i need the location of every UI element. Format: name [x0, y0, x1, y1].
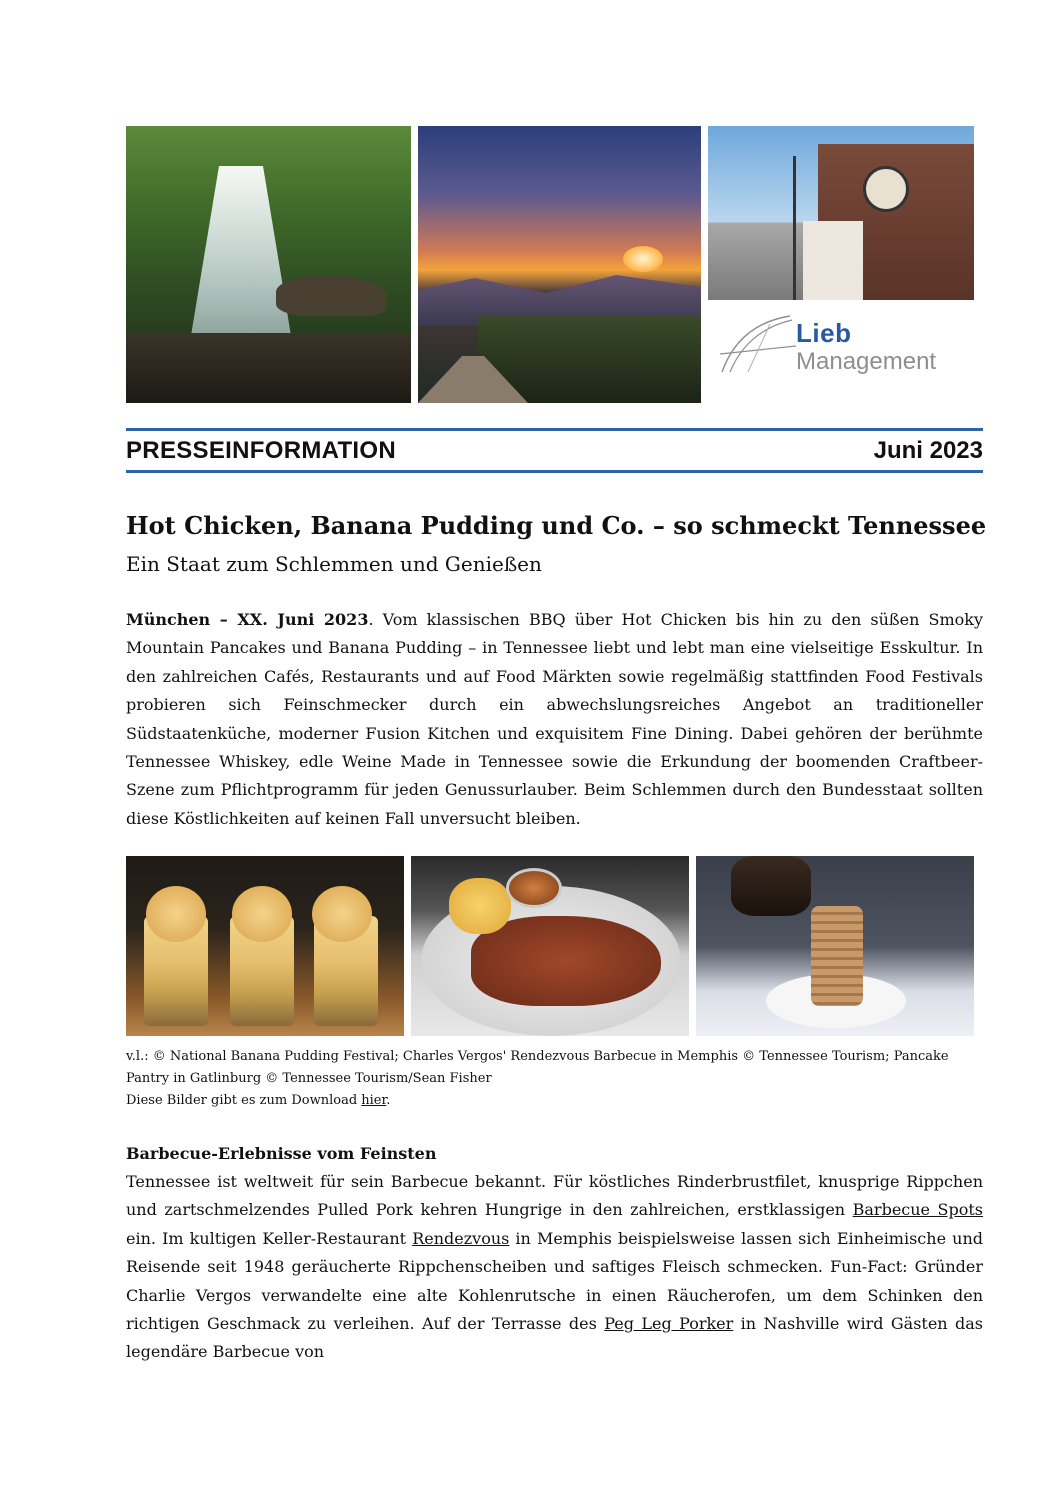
logo-text-lieb: Lieb: [796, 318, 852, 348]
issue-date: Juni 2023: [873, 437, 983, 464]
waterfall-photo: [126, 126, 411, 403]
photo-credits: v.l.: © National Banana Pudding Festival; Charles Vergos' Rendezvous Barbecue in Memphis © Tennessee Tourism; Pancake Pantry in Gatlinburg © Tennessee Tourism/Sean Fisher: [126, 1049, 949, 1086]
mountain-sunset-photo: [418, 126, 701, 403]
lieb-management-logo: [718, 312, 974, 382]
intro-paragraph: [126, 606, 983, 833]
photo-caption: [126, 1046, 983, 1112]
barbecue-paragraph: [126, 1168, 983, 1367]
logo-mark-icon: [718, 314, 798, 376]
pancakes-photo: [696, 856, 974, 1036]
banana-pudding-photo: [126, 856, 404, 1036]
rendezvous-link[interactable]: Rendezvous: [412, 1228, 510, 1248]
logo-text-management: Management: [796, 348, 937, 375]
sun-studio-photo: [708, 126, 974, 300]
press-info-label: PRESSEINFORMATION: [126, 437, 397, 464]
barbecue-spots-link[interactable]: Barbecue Spots: [852, 1200, 984, 1220]
barbecue-text-4: in Nashville wird Gästen das legendäre Barbecue von: [126, 1314, 983, 1362]
dateline: München – XX. Juni 2023: [126, 610, 369, 629]
download-suffix: .: [386, 1093, 391, 1108]
headline: Hot Chicken, Banana Pudding und Co. – so schmeckt Tennessee: [126, 511, 987, 540]
download-link[interactable]: hier: [361, 1093, 387, 1108]
barbecue-text-2: ein. Im kultigen Keller-Restaurant: [126, 1228, 413, 1248]
header-rule-top: [126, 428, 983, 431]
download-line: [126, 1090, 983, 1112]
download-prefix: Diese Bilder gibt es zum Download: [126, 1093, 362, 1108]
peg-leg-porker-link[interactable]: Peg Leg Porker: [604, 1314, 734, 1334]
barbecue-text-1: Tennessee ist weltweit für sein Barbecue bekannt. Für köstliches Rinderbrustfilet, knusprige Rippchen und zartschmelzendes Pulled Pork kehren Hungrige in den zahlreichen, erstklassigen: [126, 1172, 983, 1220]
intro-text: . Vom klassischen BBQ über Hot Chicken bis hin zu den süßen Smoky Mountain Pancakes und Banana Pudding – in Tennessee liebt und lebt man eine vielseitige Esskultur. In den zahlreichen Cafés, Restaurants und auf Food Märkten sowie regelmäßig stattfinden Food Festivals probieren sich Feinschmecker durch ein abwechslungsreiches Angebot an traditioneller Südstaatenküche, moderner Fusion Kitchen und exquisitem Fine Dining. Dabei gehören der berühmte Tennessee Whiskey, edle Weine Made in Tennessee sowie die Erkundung der boomenden Craftbeer-Szene zum Pflichtprogramm für jeden Genussurlauber. Beim Schlemmen durch den Bundesstaat sollten diese Köstlichkeiten auf keinen Fall unversucht bleiben.: [126, 610, 983, 828]
subheadline: Ein Staat zum Schlemmen und Genießen: [126, 552, 542, 576]
barbecue-text-3: in Memphis beispielsweise lassen sich Einheimische und Reisende seit 1948 geräucherte Rippchenscheiben und saftiges Fleisch schmecken. Fun-Fact: Gründer Charlie Vergos verwandelte eine alte Kohlenrutsche in einen Räucherofen, um dem Schinken den richtigen Geschmack zu verleihen. Auf der Terrasse des: [126, 1228, 983, 1334]
barbecue-ribs-photo: [411, 856, 689, 1036]
header-rule-bottom: [126, 470, 983, 473]
section-heading: Barbecue-Erlebnisse vom Feinsten: [126, 1144, 437, 1163]
